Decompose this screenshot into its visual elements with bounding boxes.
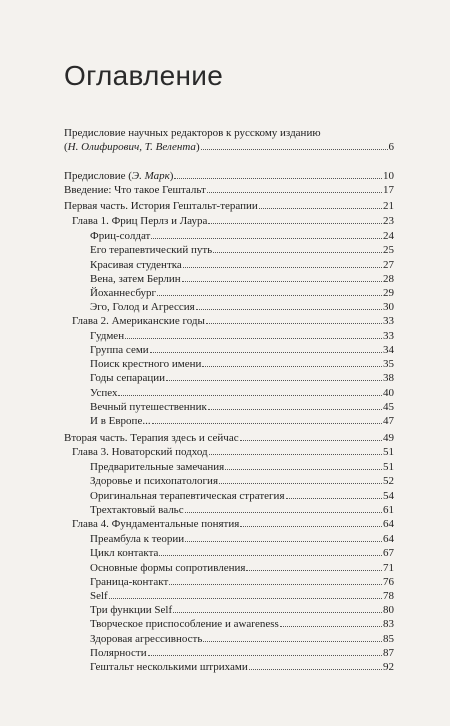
- toc-entry: [64, 183, 394, 197]
- toc-section: [90, 603, 394, 617]
- toc-entry-label: Основные формы сопротивления: [90, 562, 246, 574]
- toc-entry-label: Годы сепарации: [90, 372, 166, 384]
- toc-entry-text: Предисловие (: [64, 170, 132, 182]
- toc-section: [90, 272, 394, 286]
- dot-leader: [240, 431, 382, 441]
- dot-leader: [183, 258, 382, 268]
- toc-chapter: [72, 445, 394, 459]
- dot-leader: [173, 603, 382, 613]
- toc-section: [90, 243, 394, 257]
- toc-entry-authors: Н. Олифирович, Т. Велента: [67, 141, 196, 153]
- dot-leader: [152, 414, 382, 424]
- toc-entry-label: Преамбула к теории: [90, 533, 185, 545]
- toc-entry-label: И в Европе...: [90, 415, 151, 427]
- toc-section: [90, 229, 394, 243]
- dot-leader: [109, 589, 382, 599]
- toc-entry-page: 25: [383, 244, 394, 256]
- toc-entry-page: 64: [383, 518, 394, 530]
- toc-entry-page: 34: [383, 344, 394, 356]
- toc-entry-label: Его терапевтический путь: [90, 244, 213, 256]
- dot-leader: [148, 646, 382, 656]
- toc-entry-label: Граница-контакт: [90, 576, 169, 588]
- toc-entry-page: 40: [383, 387, 394, 399]
- dot-leader: [150, 343, 382, 353]
- toc-entry-page: 52: [383, 475, 394, 487]
- paren-close: ): [195, 141, 200, 153]
- toc-chapter: [72, 214, 394, 228]
- toc-entry-page: 78: [383, 590, 394, 602]
- toc-entry-foreword: [64, 169, 394, 183]
- toc-entry-label: Группа семи: [90, 344, 149, 356]
- toc-entry-label: Глава 1. Фриц Перлз и Лаура: [72, 215, 208, 227]
- toc-entry-page: 24: [383, 230, 394, 242]
- toc-entry-page: 38: [383, 372, 394, 384]
- toc-entry-page: 27: [383, 259, 394, 271]
- toc-entry-label: [64, 169, 173, 183]
- dot-leader: [151, 229, 382, 239]
- dot-leader: [280, 617, 382, 627]
- toc-entry-page: 71: [383, 562, 394, 574]
- dot-leader: [203, 632, 382, 642]
- toc-section: [90, 632, 394, 646]
- dot-leader: [118, 386, 382, 396]
- dot-leader: [174, 169, 382, 179]
- toc-entry-label: Вечный путешественник: [90, 401, 207, 413]
- toc-entry-label: [64, 140, 200, 154]
- dot-leader: [208, 214, 382, 224]
- toc-entry-label: Творческое приспособление и awareness: [90, 618, 279, 630]
- toc-entry-page: 67: [383, 547, 394, 559]
- toc-entry-page: 83: [383, 618, 394, 630]
- toc-entry-label: Глава 3. Новаторский подход: [72, 446, 208, 458]
- toc-entry-label: Первая часть. История Гештальт-терапии: [64, 200, 258, 212]
- dot-leader: [125, 329, 382, 339]
- toc-entry-page: 49: [383, 432, 394, 444]
- dot-leader: [185, 503, 382, 513]
- toc-entry-label: Глава 2. Американские годы: [72, 315, 205, 327]
- toc-entry-page: 51: [383, 446, 394, 458]
- toc-entry-label: Фриц-солдат: [90, 230, 151, 242]
- toc-section: [90, 300, 394, 314]
- dot-leader: [157, 286, 382, 296]
- toc-entry-page: 61: [383, 504, 394, 516]
- toc-section: [90, 561, 394, 575]
- toc-section: [90, 489, 394, 503]
- toc-section: [90, 503, 394, 517]
- toc-entry-label: Вторая часть. Терапия здесь и сейчас: [64, 432, 239, 444]
- toc-chapter: [72, 517, 394, 531]
- toc-entry-label: Предисловие научных редакторов к русскому изданию: [64, 127, 321, 139]
- toc-section: [90, 532, 394, 546]
- toc-section: [90, 386, 394, 400]
- dot-leader: [249, 660, 382, 670]
- toc-section: [90, 414, 394, 428]
- toc-section: [90, 343, 394, 357]
- toc-entry-page: 47: [383, 415, 394, 427]
- toc-section: [90, 546, 394, 560]
- toc-entry-page: 87: [383, 647, 394, 659]
- toc-section: [90, 646, 394, 660]
- dot-leader: [169, 575, 382, 585]
- dot-leader: [213, 243, 382, 253]
- toc-entry-label: Здоровая агрессивность: [90, 633, 203, 645]
- toc-section: [90, 258, 394, 272]
- dot-leader: [185, 532, 382, 542]
- dot-leader: [259, 199, 382, 209]
- toc-section: [90, 474, 394, 488]
- dot-leader: [159, 546, 382, 556]
- toc-entry-label: Цикл контакта: [90, 547, 159, 559]
- dot-leader: [209, 445, 382, 455]
- dot-leader: [208, 400, 382, 410]
- dot-leader: [225, 460, 382, 470]
- toc-entry-page: 76: [383, 576, 394, 588]
- dot-leader: [182, 272, 382, 282]
- toc-entry-page: 28: [383, 273, 394, 285]
- toc-entry-label: Полярности: [90, 647, 147, 659]
- dot-leader: [240, 517, 382, 527]
- page-title: Оглавление: [64, 60, 224, 91]
- toc-entry-page: 30: [383, 301, 394, 313]
- toc-entry-page: 17: [383, 184, 394, 196]
- paren-open: (: [64, 141, 68, 153]
- toc-section: [90, 400, 394, 414]
- toc-entry-label: Красивая студентка: [90, 259, 182, 271]
- toc-entry-page: 6: [388, 141, 394, 153]
- toc-entry-label: Гудмен: [90, 330, 125, 342]
- toc-entry-label: Введение: Что такое Гештальт: [64, 184, 206, 196]
- toc-part-heading: [64, 431, 394, 445]
- toc-entry-page: 23: [383, 215, 394, 227]
- toc-entry-authors: Э. Марк: [131, 170, 170, 182]
- toc-entry-page: 80: [383, 604, 394, 616]
- toc-entry-label: Вена, затем Берлин: [90, 273, 181, 285]
- toc-entry-page: 54: [383, 490, 394, 502]
- dot-leader: [206, 314, 382, 324]
- toc-entry-page: 21: [383, 200, 394, 212]
- toc-entry-label: Self: [90, 590, 108, 602]
- dot-leader: [286, 489, 383, 499]
- dot-leader: [196, 300, 382, 310]
- toc-entry-label: Оригинальная терапевтическая стратегия: [90, 490, 285, 502]
- toc-section: [90, 617, 394, 631]
- toc-entry-page: 85: [383, 633, 394, 645]
- toc-entry-page: 29: [383, 287, 394, 299]
- toc-section: [90, 329, 394, 343]
- toc-entry-page: 92: [383, 661, 394, 673]
- paren-close: ): [169, 170, 174, 182]
- toc-part-heading: [64, 199, 394, 213]
- dot-leader: [246, 561, 382, 571]
- toc-entry-page: 35: [383, 358, 394, 370]
- toc-section: [90, 660, 394, 674]
- dot-leader: [207, 183, 382, 193]
- dot-leader: [202, 357, 382, 367]
- toc-entry-label: Успех: [90, 387, 118, 399]
- toc-section: [90, 460, 394, 474]
- toc-entry-editors-foreword: [64, 140, 394, 154]
- toc-entry-label: Глава 4. Фундаментальные понятия: [72, 518, 240, 530]
- toc-entry-page: 10: [383, 170, 394, 182]
- toc-entry-page: 64: [383, 533, 394, 545]
- toc-entry-page: 33: [383, 330, 394, 342]
- toc-entry-page: 51: [383, 461, 394, 473]
- toc-section: [90, 371, 394, 385]
- toc-entry-page: 45: [383, 401, 394, 413]
- toc-entry-label: Трехтактовый вальс: [90, 504, 184, 516]
- toc-section: [90, 357, 394, 371]
- dot-leader: [166, 371, 382, 381]
- toc-section: [90, 589, 394, 603]
- toc-entry-label: Эго, Голод и Агрессия: [90, 301, 195, 313]
- toc-entry-page: 33: [383, 315, 394, 327]
- toc-entry-editors-foreword-line1: [64, 126, 394, 140]
- dot-leader: [201, 140, 388, 150]
- toc-chapter: [72, 314, 394, 328]
- toc-section: [90, 575, 394, 589]
- toc-entry-label: Поиск крестного имени: [90, 358, 202, 370]
- toc-entry-label: Здоровье и психопатология: [90, 475, 218, 487]
- dot-leader: [219, 474, 382, 484]
- toc-entry-label: Йоханнесбург: [90, 287, 157, 299]
- toc-section: [90, 286, 394, 300]
- toc-entry-label: Гештальт несколькими штрихами: [90, 661, 248, 673]
- toc-entry-label: Три функции Self: [90, 604, 173, 616]
- toc-entry-label: Предварительные замечания: [90, 461, 225, 473]
